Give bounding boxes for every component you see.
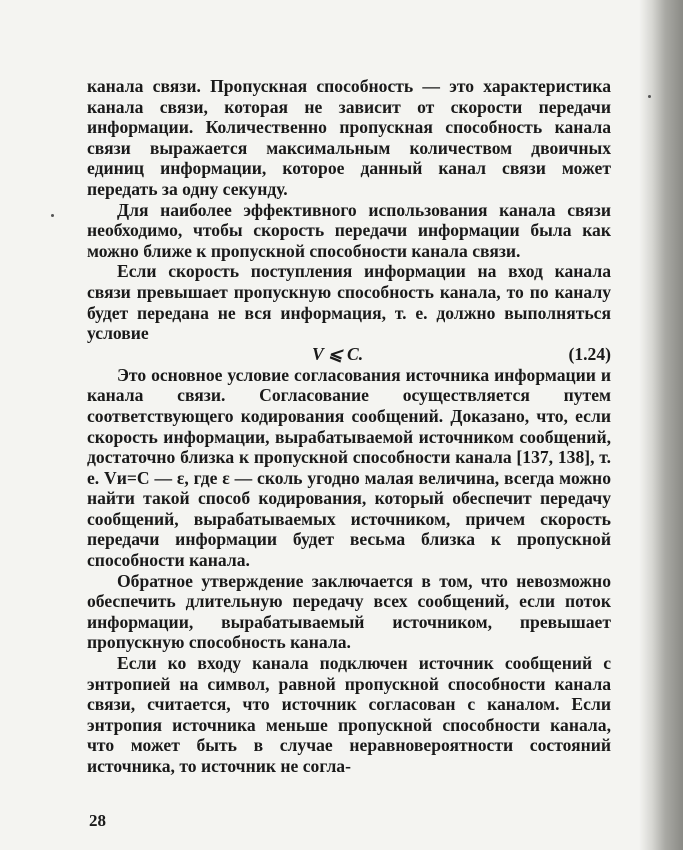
- paragraph-2: Для наиболее эффективного использования канала связи необходимо, чтобы скорость передачи информации была как можно ближе к пропускной способности канала связи.: [87, 199, 611, 261]
- formula-expression: V ⩽ C.: [312, 343, 364, 364]
- paragraph-4: Это основное условие согласования источника информации и канала связи. Согласование осуществляется путем соответствующего кодирования сообщений. Доказано, что, если скорость информации, вырабатываемой источником сообщений, достаточно близка к пропускной способности канала [137, 138], т. е. Vи=C — ε, где ε — сколь угодно малая величина, всегда можно найти такой способ кодирования, который обеспечит передачу сообщений, вырабатываемых источником, причем скорость передачи информации будет весьма близка к пропускной способности канала.: [87, 364, 611, 571]
- page-body: [87, 76, 611, 777]
- scan-speck: [648, 95, 651, 98]
- page-binding-shadow: [639, 0, 683, 850]
- page-number: 28: [89, 811, 106, 830]
- paragraph-5: Обратное утверждение заключается в том, что невозможно обеспечить длительную передачу всех сообщений, если поток информации, вырабатываемый источником, превышает пропускную способность канала.: [87, 570, 611, 653]
- paragraph-1: канала связи. Пропускная способность — это характеристика канала связи, которая не зависит от скорости передачи информации. Количественно пропускная способность канала связи выражается максимальным количеством двоичных единиц информации, которое данный канал связи может передать за одну секунду.: [87, 76, 611, 199]
- paragraph-3: Если скорость поступления информации на вход канала связи превышает пропускную способность канала, то по каналу будет передана не вся информация, т. е. должно выполняться условие: [87, 261, 611, 344]
- scan-speck: [51, 214, 54, 217]
- formula-line: [87, 344, 611, 365]
- paragraph-6: Если ко входу канала подключен источник сообщений с энтропией на символ, равной пропускной способности канала связи, считается, что источник согласован с каналом. Если энтропия источника меньше пропускной способности канала, что может быть в случае неравновероятности состояний источника, то источник не согла-: [87, 653, 611, 776]
- formula-number: (1.24): [568, 343, 611, 364]
